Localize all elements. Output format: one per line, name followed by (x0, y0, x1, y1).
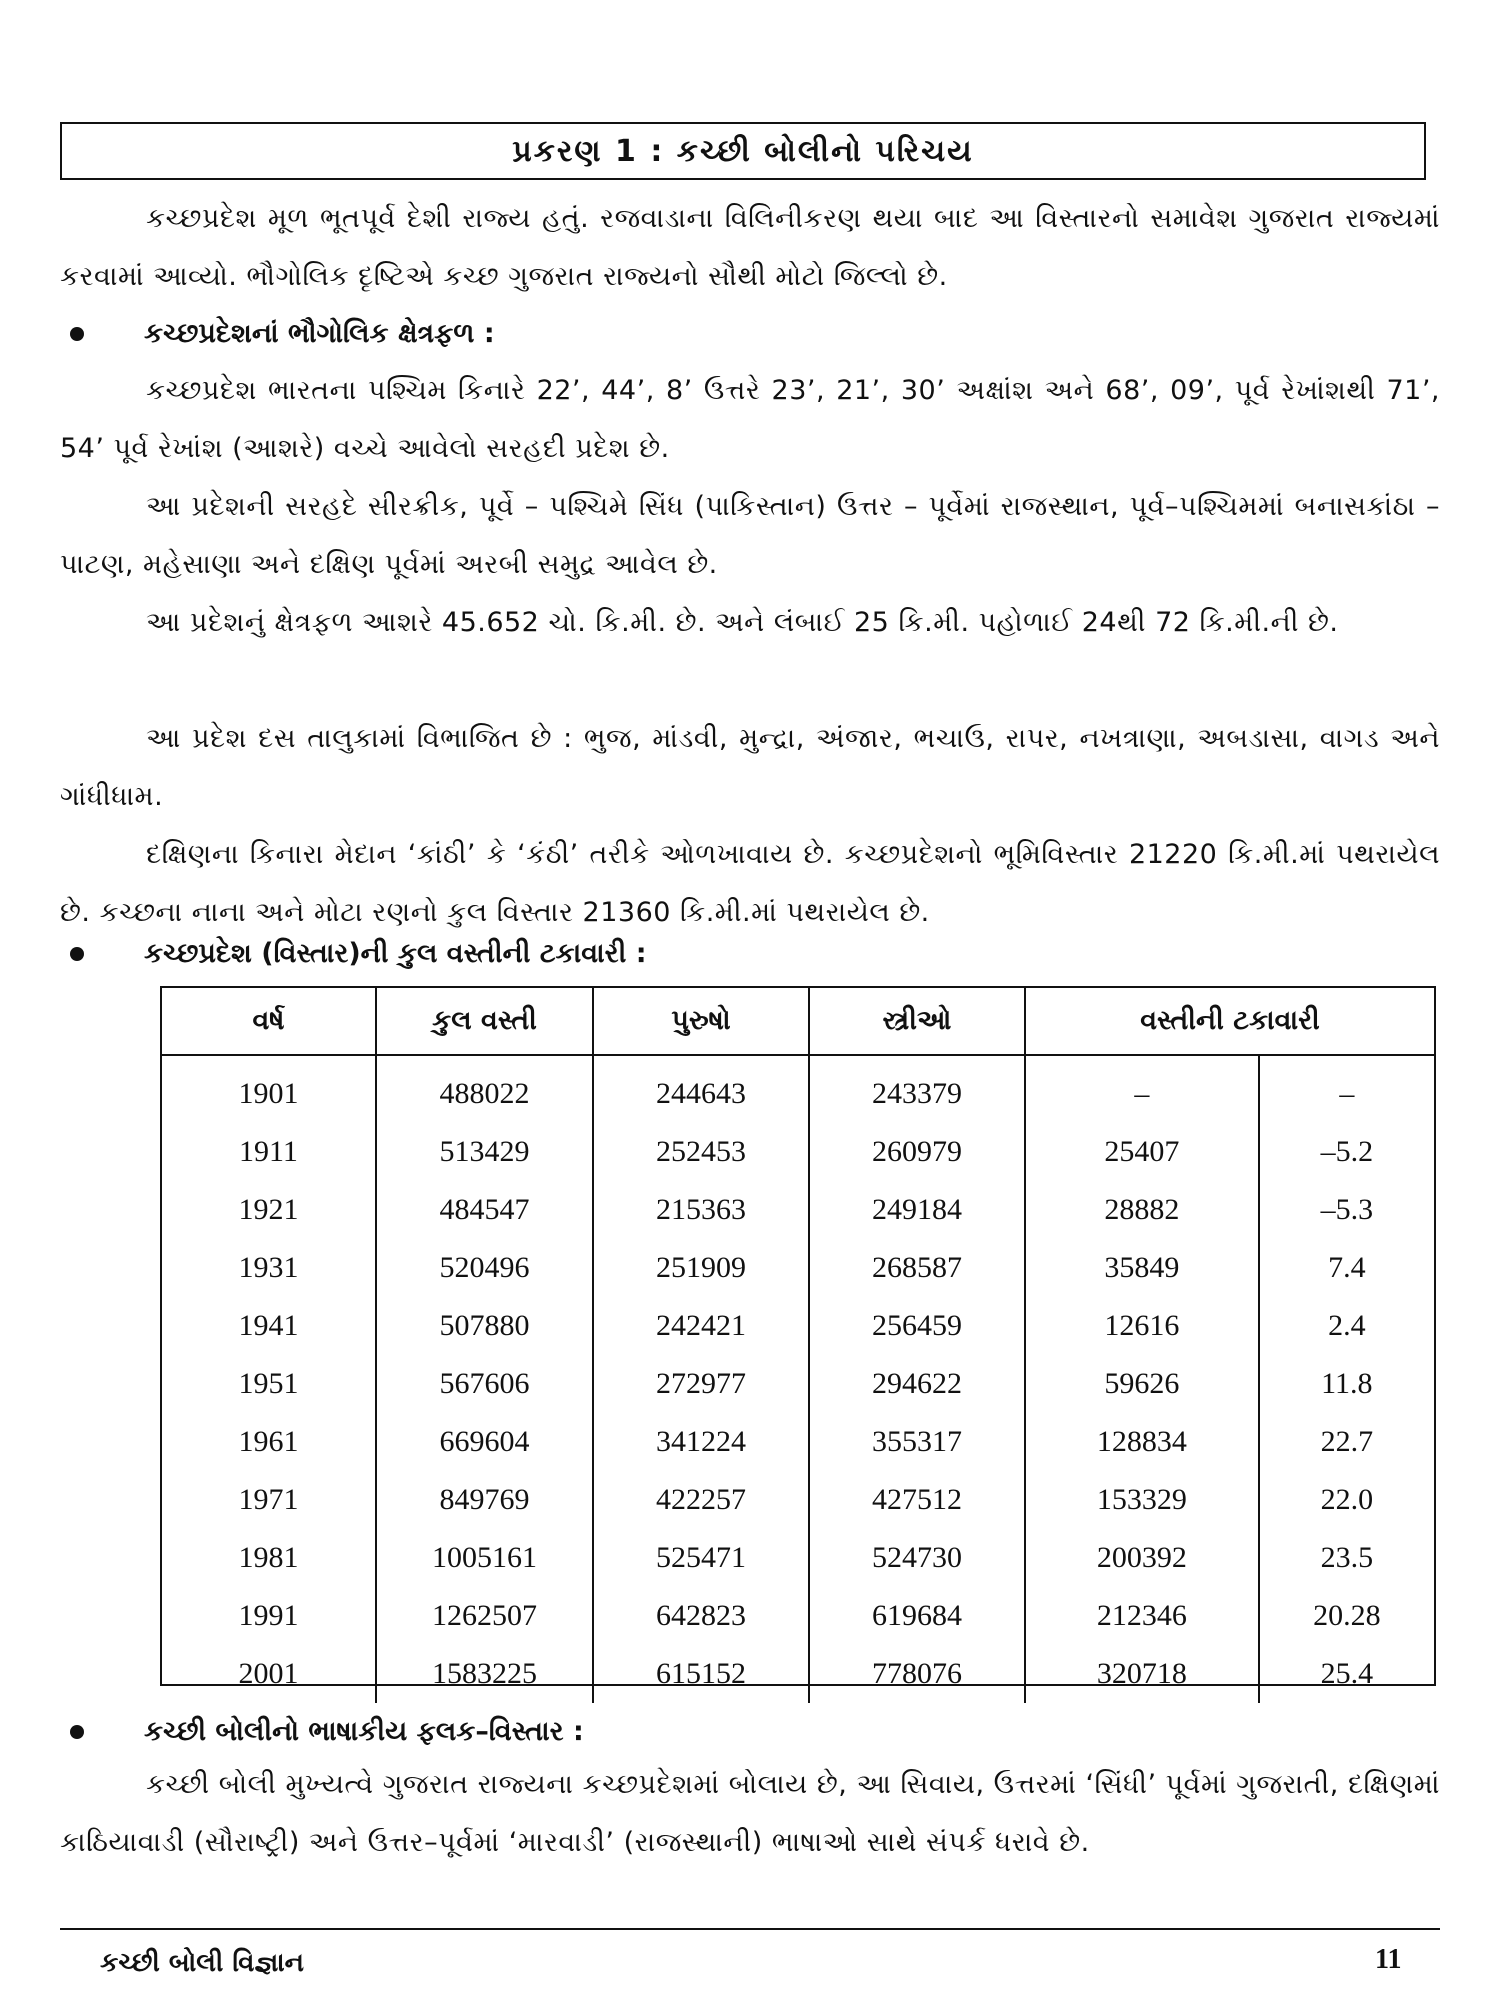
cell-percentage: 2.4 (1328, 1309, 1366, 1342)
population-table-grid (162, 988, 1434, 1703)
cell-total-population: 1005161 (376, 1529, 593, 1587)
cell-males: 642823 (593, 1587, 809, 1645)
page-number: 11 (1375, 1944, 1402, 1975)
cell-population-increase: 320718 (1025, 1645, 1259, 1703)
cell-percentage: 22.7 (1320, 1425, 1374, 1458)
cell-males: 615152 (593, 1645, 809, 1703)
cell-year: 2001 (162, 1645, 376, 1703)
chapter-title: પ્રકરણ 1 : કચ્છી બોલીનો પરિચય (60, 122, 1426, 180)
cell-females: 778076 (809, 1645, 1025, 1703)
geography-paragraph-2: આ પ્રદેશની સરહદે સીરક્રીક, પૂર્વે – પશ્ચિમે સિંધ (પાકિસ્તાન) ઉત્તર – પૂર્વેમાં રાજસ્થાન, પૂર્વ–પશ્ચિમમાં બનાસકાંઠા – પાટણ, મહેસાણા અને દક્ષિણ પૂર્વમાં અરબી સમુદ્ર આવેલ છે. (60, 491, 1440, 580)
table-row (162, 1297, 1434, 1355)
cell-females: 355317 (809, 1413, 1025, 1471)
geography-paragraph-4: આ પ્રદેશ દસ તાલુકામાં વિભાજિત છે : ભુજ, માંડવી, મુન્દ્રા, અંજાર, ભચાઉ, રાપર, નખત્રાણા, અબડાસા, વાગડ અને ગાંધીધામ. (60, 723, 1440, 812)
cell-total-population: 849769 (376, 1471, 593, 1529)
bullet-icon (70, 1725, 84, 1739)
cell-year: 1931 (162, 1239, 376, 1297)
cell-percentage: 22.0 (1320, 1483, 1374, 1516)
cell-year: 1981 (162, 1529, 376, 1587)
cell-total-population: 484547 (376, 1181, 593, 1239)
header-total-population: કુલ વસ્તી (376, 988, 593, 1055)
cell-females: 427512 (809, 1471, 1025, 1529)
intro-paragraph: કચ્છપ્રદેશ મૂળ ભૂતપૂર્વ દેશી રાજ્ય હતું. રજવાડાના વિલિનીકરણ થયા બાદ આ વિસ્તારનો સમાવેશ ગુજરાત રાજ્યમાં કરવામાં આવ્યો. ભૌગોલિક દૃષ્ટિએ કચ્છ ગુજરાત રાજ્યનો સૌથી મોટો જિલ્લો છે. (60, 203, 1440, 292)
cell-females: 268587 (809, 1239, 1025, 1297)
cell-population-increase: 35849 (1025, 1239, 1259, 1297)
table-row (162, 1355, 1434, 1413)
cell-year: 1921 (162, 1181, 376, 1239)
cell-year: 1961 (162, 1413, 376, 1471)
cell-percentage: 20.28 (1313, 1599, 1381, 1632)
cell-males: 422257 (593, 1471, 809, 1529)
footer-book-title: કચ્છી બોલી વિજ્ઞાન (100, 1948, 305, 1978)
cell-males: 244643 (593, 1055, 809, 1123)
cell-total-population: 1262507 (376, 1587, 593, 1645)
section-heading-geography (70, 318, 495, 350)
cell-total-population: 1583225 (376, 1645, 593, 1703)
dialect-paragraph: કચ્છી બોલી મુખ્યત્વે ગુજરાત રાજ્યના કચ્છપ્રદેશમાં બોલાય છે, આ સિવાય, ઉત્તરમાં ‘સિંધી’ પૂર્વમાં ગુજરાતી, દક્ષિણમાં કાઠિયાવાડી (સૌરાષ્ટ્રી) અને ઉત્તર–પૂર્વમાં ‘મારવાડી’ (રાજસ્થાની) ભાષાઓ સાથે સંપર્ક ધરાવે છે. (60, 1769, 1440, 1858)
cell-year: 1941 (162, 1297, 376, 1355)
bullet-icon (70, 327, 84, 341)
table-row (162, 1471, 1434, 1529)
cell-females: 256459 (809, 1297, 1025, 1355)
cell-total-population: 507880 (376, 1297, 593, 1355)
header-year: વર્ષ (162, 988, 376, 1055)
cell-population-increase: 212346 (1025, 1587, 1259, 1645)
cell-percentage: – (1339, 1077, 1355, 1110)
cell-population-increase: 59626 (1025, 1355, 1259, 1413)
table-row (162, 1181, 1434, 1239)
header-population-percentage: વસ્તીની ટકાવારી (1025, 988, 1434, 1055)
cell-year: 1951 (162, 1355, 376, 1413)
cell-total-population: 669604 (376, 1413, 593, 1471)
footer-divider (60, 1928, 1440, 1930)
cell-total-population: 488022 (376, 1055, 593, 1123)
section-heading-dialect-area (70, 1716, 584, 1748)
table-row (162, 1587, 1434, 1645)
cell-percentage: 23.5 (1320, 1541, 1374, 1574)
cell-year: 1991 (162, 1587, 376, 1645)
cell-males: 272977 (593, 1355, 809, 1413)
cell-percentage: 11.8 (1321, 1367, 1373, 1400)
section-heading-text: કચ્છપ્રદેશનાં ભૌગોલિક ક્ષેત્રફળ : (144, 318, 495, 349)
cell-population-increase: 28882 (1025, 1181, 1259, 1239)
cell-males: 525471 (593, 1529, 809, 1587)
cell-population-increase: 153329 (1025, 1471, 1259, 1529)
bullet-icon (70, 947, 84, 961)
header-females: સ્ત્રીઓ (809, 988, 1025, 1055)
cell-females: 294622 (809, 1355, 1025, 1413)
cell-population-increase: 128834 (1025, 1413, 1259, 1471)
cell-total-population: 520496 (376, 1239, 593, 1297)
cell-year: 1901 (162, 1055, 376, 1123)
cell-year: 1971 (162, 1471, 376, 1529)
table-row (162, 1645, 1434, 1703)
cell-percentage: 25.4 (1320, 1657, 1374, 1690)
table-row (162, 1413, 1434, 1471)
geography-paragraph-5: દક્ષિણના કિનારા મેદાન ‘કાંઠી’ કે ‘કંઠી’ તરીકે ઓળખાવાય છે. કચ્છપ્રદેશનો ભૂમિવિસ્તાર 21220 કિ.મી.માં પથરાયેલ છે. કચ્છના નાના અને મોટા રણનો કુલ વિસ્તાર 21360 કિ.મી.માં પથરાયેલ છે. (60, 839, 1440, 928)
cell-population-increase: 12616 (1025, 1297, 1259, 1355)
cell-percentage: 7.4 (1328, 1251, 1366, 1284)
cell-percentage: –5.3 (1320, 1193, 1374, 1226)
cell-males: 242421 (593, 1297, 809, 1355)
section-heading-population (70, 938, 647, 970)
cell-females: 249184 (809, 1181, 1025, 1239)
cell-population-increase: – (1025, 1055, 1259, 1123)
header-males: પુરુષો (593, 988, 809, 1055)
cell-males: 215363 (593, 1181, 809, 1239)
table-row (162, 1123, 1434, 1181)
cell-females: 619684 (809, 1587, 1025, 1645)
table-row (162, 1239, 1434, 1297)
geography-paragraph-1: કચ્છપ્રદેશ ભારતના પશ્ચિમ કિનારે 22’, 44’, 8’ ઉત્તરે 23’, 21’, 30’ અક્ષાંશ અને 68’, 09’, પૂર્વ રેખાંશથી 71’, 54’ પૂર્વ રેખાંશ (આશરે) વચ્ચે આવેલો સરહદી પ્રદેશ છે. (60, 375, 1440, 464)
cell-total-population: 513429 (376, 1123, 593, 1181)
cell-males: 252453 (593, 1123, 809, 1181)
cell-males: 251909 (593, 1239, 809, 1297)
cell-population-increase: 25407 (1025, 1123, 1259, 1181)
section-heading-text: કચ્છી બોલીનો ભાષાકીય ફલક–વિસ્તાર : (144, 1716, 584, 1747)
cell-females: 524730 (809, 1529, 1025, 1587)
geography-paragraph-3: આ પ્રદેશનું ક્ષેત્રફળ આશરે 45.652 ચો. કિ.મી. છે. અને લંબાઈ 25 કિ.મી. પહોળાઈ 24થી 72 કિ.મી.ની છે. (146, 607, 1339, 638)
table-row (162, 1529, 1434, 1587)
table-header-row (162, 988, 1434, 1055)
section-heading-text: કચ્છપ્રદેશ (વિસ્તાર)ની કુલ વસ્તીની ટકાવારી : (144, 938, 647, 969)
table-row (162, 1055, 1434, 1123)
table-body (162, 1055, 1434, 1703)
cell-population-increase: 200392 (1025, 1529, 1259, 1587)
cell-females: 260979 (809, 1123, 1025, 1181)
cell-females: 243379 (809, 1055, 1025, 1123)
cell-total-population: 567606 (376, 1355, 593, 1413)
cell-year: 1911 (162, 1123, 376, 1181)
cell-percentage: –5.2 (1320, 1135, 1374, 1168)
cell-males: 341224 (593, 1413, 809, 1471)
population-table (160, 986, 1436, 1690)
